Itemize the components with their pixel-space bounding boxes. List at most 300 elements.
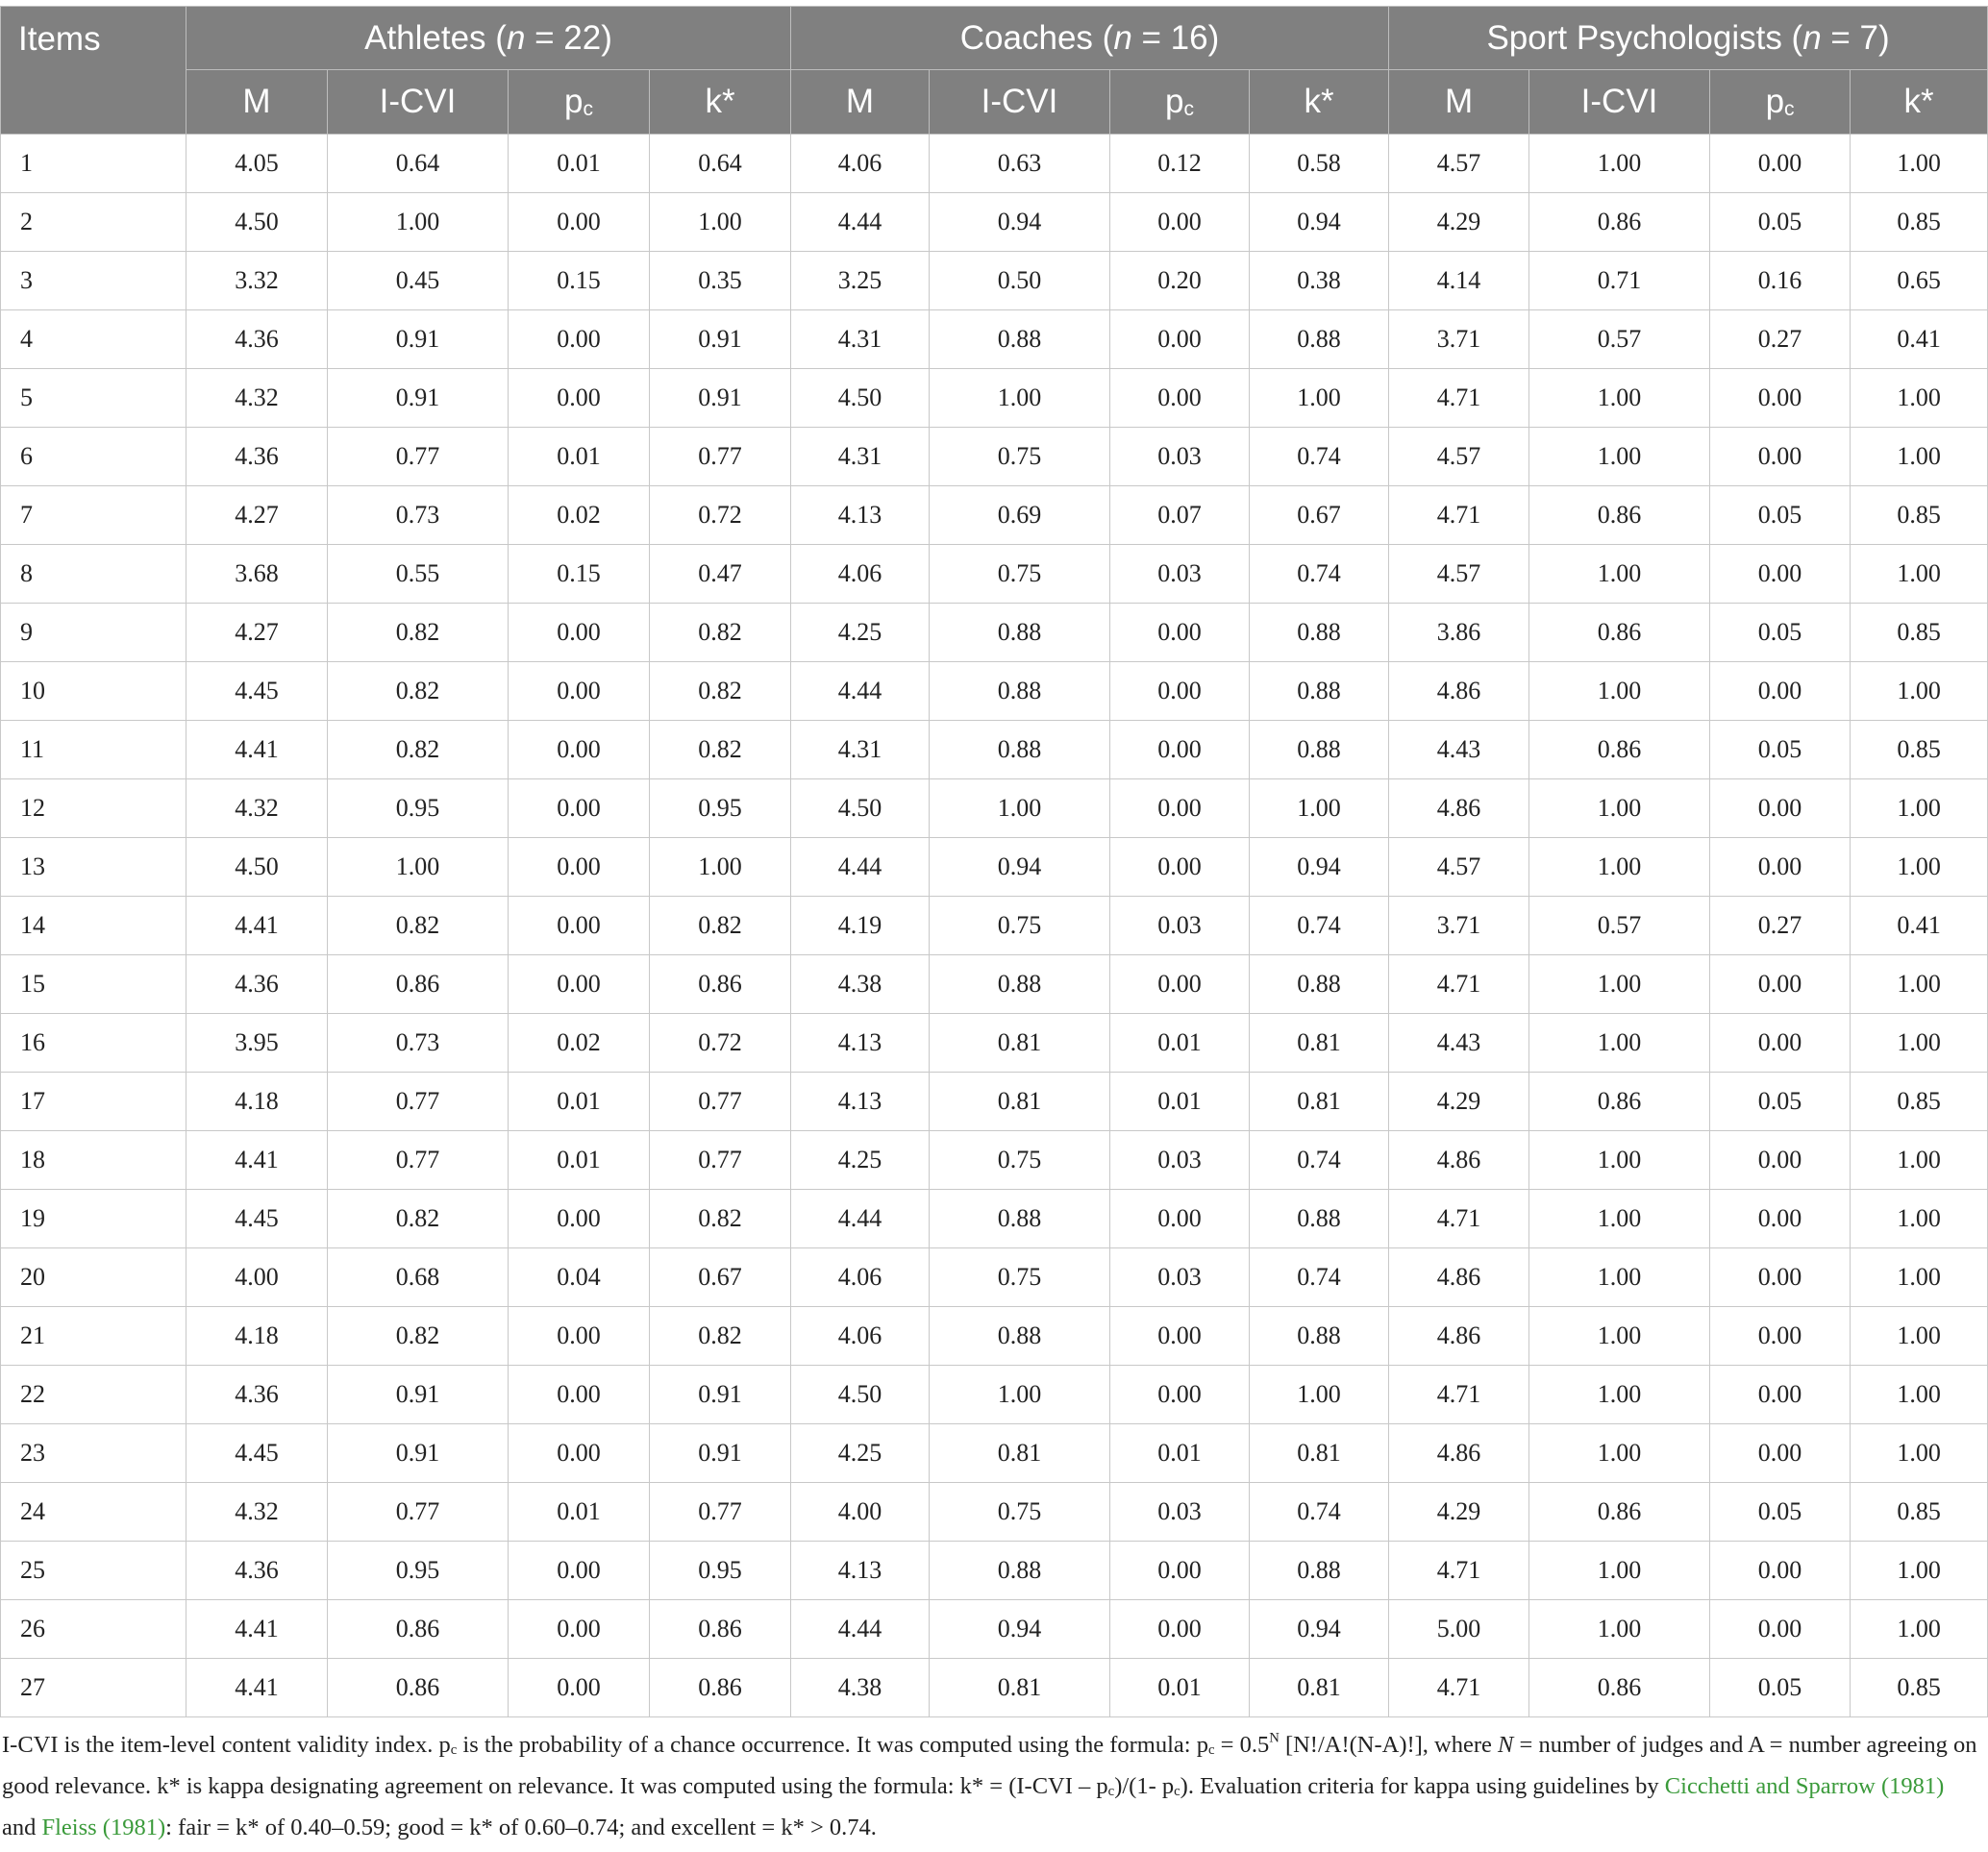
coaches-pc-cell: 0.00: [1110, 1542, 1250, 1600]
psychologists-m-cell: 4.71: [1389, 1542, 1529, 1600]
psychologists-k-cell: 1.00: [1851, 1424, 1988, 1483]
table-row: [1, 1659, 1988, 1717]
psychologists-pc-cell: 0.27: [1710, 897, 1851, 955]
coaches-icvi-cell: 0.88: [930, 1542, 1110, 1600]
athletes-icvi-cell: 0.64: [328, 135, 509, 193]
psychologists-m-cell: 4.43: [1389, 721, 1529, 779]
athletes-k-cell: 0.72: [650, 486, 791, 545]
coaches-k-cell: 0.94: [1250, 193, 1389, 252]
athletes-pc-cell: 0.00: [509, 369, 650, 428]
psychologists-pc-cell: 0.00: [1710, 1190, 1851, 1248]
psychologists-k-header: k*: [1851, 70, 1988, 135]
athletes-k-cell: 0.77: [650, 1131, 791, 1190]
table-row: [1, 1307, 1988, 1366]
athletes-icvi-cell: 0.91: [328, 1424, 509, 1483]
psychologists-m-cell: 4.86: [1389, 1248, 1529, 1307]
psychologists-pc-cell: 0.00: [1710, 545, 1851, 604]
coaches-pc-cell: 0.00: [1110, 1366, 1250, 1424]
psychologists-k-cell: 0.65: [1851, 252, 1988, 310]
psychologists-pc-cell: 0.05: [1710, 486, 1851, 545]
athletes-pc-cell: 0.00: [509, 310, 650, 369]
table-row: [1, 1542, 1988, 1600]
athletes-k-cell: 0.91: [650, 1424, 791, 1483]
item-number-cell: 10: [1, 662, 186, 721]
psychologists-pc-cell: 0.00: [1710, 369, 1851, 428]
coaches-k-cell: 1.00: [1250, 1366, 1389, 1424]
athletes-m-cell: 4.41: [186, 1131, 328, 1190]
athletes-m-header: M: [186, 70, 328, 135]
psychologists-icvi-cell: 1.00: [1529, 1542, 1710, 1600]
coaches-k-cell: 1.00: [1250, 779, 1389, 838]
table-row: [1, 369, 1988, 428]
psychologists-k-cell: 1.00: [1851, 428, 1988, 486]
athletes-k-cell: 0.95: [650, 1542, 791, 1600]
psychologists-icvi-cell: 0.71: [1529, 252, 1710, 310]
table-row: [1, 1073, 1988, 1131]
psychologists-m-cell: 4.86: [1389, 1307, 1529, 1366]
coaches-m-cell: 4.06: [791, 135, 930, 193]
coaches-icvi-cell: 0.75: [930, 1483, 1110, 1542]
psychologists-pc-cell: 0.27: [1710, 310, 1851, 369]
athletes-icvi-cell: 0.86: [328, 1600, 509, 1659]
citation-link-cicchetti-sparrow[interactable]: Cicchetti and Sparrow (1981): [1664, 1773, 1945, 1800]
psychologists-k-cell: 1.00: [1851, 838, 1988, 897]
psychologists-pc-cell: 0.05: [1710, 1659, 1851, 1717]
psychologists-m-header: M: [1389, 70, 1529, 135]
coaches-pc-cell: 0.00: [1110, 721, 1250, 779]
coaches-icvi-cell: 0.88: [930, 310, 1110, 369]
coaches-icvi-cell: 0.75: [930, 897, 1110, 955]
athletes-k-cell: 0.82: [650, 604, 791, 662]
coaches-m-cell: 4.25: [791, 1424, 930, 1483]
table-row: [1, 838, 1988, 897]
athletes-icvi-cell: 0.73: [328, 486, 509, 545]
coaches-m-cell: 4.44: [791, 193, 930, 252]
coaches-pc-cell: 0.00: [1110, 310, 1250, 369]
table-row: [1, 779, 1988, 838]
psychologists-m-cell: 4.71: [1389, 1366, 1529, 1424]
athletes-icvi-cell: 0.77: [328, 428, 509, 486]
coaches-icvi-cell: 0.81: [930, 1424, 1110, 1483]
table-row: [1, 1014, 1988, 1073]
table-row: [1, 545, 1988, 604]
psychologists-m-cell: 4.43: [1389, 1014, 1529, 1073]
athletes-pc-cell: 0.00: [509, 1542, 650, 1600]
athletes-m-cell: 4.36: [186, 310, 328, 369]
coaches-pc-cell: 0.00: [1110, 955, 1250, 1014]
athletes-icvi-cell: 0.91: [328, 1366, 509, 1424]
athletes-m-cell: 4.36: [186, 955, 328, 1014]
coaches-m-cell: 4.13: [791, 1542, 930, 1600]
item-number-cell: 8: [1, 545, 186, 604]
psychologists-m-cell: 4.71: [1389, 369, 1529, 428]
athletes-group-header: Athletes (n = 22): [186, 7, 791, 70]
athletes-pc-cell: 0.01: [509, 1483, 650, 1542]
coaches-m-cell: 4.06: [791, 1248, 930, 1307]
table-body: [1, 135, 1988, 1717]
psychologists-pc-cell: 0.16: [1710, 252, 1851, 310]
coaches-k-cell: 0.74: [1250, 545, 1389, 604]
athletes-k-cell: 0.86: [650, 955, 791, 1014]
coaches-k-cell: 0.74: [1250, 1131, 1389, 1190]
coaches-pc-cell: 0.03: [1110, 428, 1250, 486]
athletes-m-cell: 4.32: [186, 1483, 328, 1542]
athletes-m-cell: 4.50: [186, 193, 328, 252]
psychologists-icvi-cell: 0.86: [1529, 604, 1710, 662]
coaches-pc-cell: 0.00: [1110, 779, 1250, 838]
athletes-icvi-cell: 0.77: [328, 1131, 509, 1190]
item-number-cell: 1: [1, 135, 186, 193]
athletes-m-cell: 4.05: [186, 135, 328, 193]
table-row: [1, 1483, 1988, 1542]
athletes-icvi-cell: 0.77: [328, 1073, 509, 1131]
item-number-cell: 11: [1, 721, 186, 779]
coaches-k-cell: 0.38: [1250, 252, 1389, 310]
item-number-cell: 3: [1, 252, 186, 310]
psychologists-k-cell: 0.85: [1851, 486, 1988, 545]
coaches-icvi-cell: 1.00: [930, 369, 1110, 428]
psychologists-m-cell: 4.71: [1389, 1659, 1529, 1717]
coaches-pc-cell: 0.01: [1110, 1659, 1250, 1717]
psychologists-k-cell: 1.00: [1851, 1542, 1988, 1600]
athletes-k-cell: 0.82: [650, 721, 791, 779]
psychologists-icvi-cell: 0.57: [1529, 310, 1710, 369]
coaches-icvi-cell: 0.75: [930, 545, 1110, 604]
athletes-m-cell: 4.00: [186, 1248, 328, 1307]
athletes-m-cell: 4.50: [186, 838, 328, 897]
item-number-cell: 21: [1, 1307, 186, 1366]
athletes-pc-cell: 0.04: [509, 1248, 650, 1307]
coaches-k-cell: 0.88: [1250, 721, 1389, 779]
item-number-cell: 20: [1, 1248, 186, 1307]
item-number-cell: 15: [1, 955, 186, 1014]
psychologists-k-cell: 0.85: [1851, 1659, 1988, 1717]
psychologists-m-cell: 4.57: [1389, 135, 1529, 193]
psychologists-m-cell: 4.86: [1389, 779, 1529, 838]
psychologists-k-cell: 1.00: [1851, 1190, 1988, 1248]
item-number-cell: 22: [1, 1366, 186, 1424]
athletes-pc-cell: 0.00: [509, 1424, 650, 1483]
athletes-m-cell: 4.41: [186, 1600, 328, 1659]
psychologists-m-cell: 4.71: [1389, 486, 1529, 545]
coaches-icvi-cell: 0.75: [930, 1248, 1110, 1307]
psychologists-pc-cell: 0.00: [1710, 955, 1851, 1014]
psychologists-icvi-cell: 1.00: [1529, 1424, 1710, 1483]
psychologists-k-cell: 1.00: [1851, 1307, 1988, 1366]
psychologists-m-cell: 4.71: [1389, 955, 1529, 1014]
athletes-m-cell: 4.32: [186, 369, 328, 428]
table-row: [1, 193, 1988, 252]
psychologists-k-cell: 1.00: [1851, 955, 1988, 1014]
coaches-m-cell: 4.31: [791, 721, 930, 779]
psychologists-pc-cell: 0.05: [1710, 193, 1851, 252]
table-row: [1, 1366, 1988, 1424]
athletes-k-cell: 0.64: [650, 135, 791, 193]
psychologists-k-cell: 1.00: [1851, 779, 1988, 838]
psychologists-pc-cell: 0.00: [1710, 662, 1851, 721]
coaches-icvi-cell: 0.81: [930, 1014, 1110, 1073]
psychologists-k-cell: 1.00: [1851, 1366, 1988, 1424]
coaches-m-cell: 3.25: [791, 252, 930, 310]
item-number-cell: 12: [1, 779, 186, 838]
athletes-m-cell: 4.45: [186, 1424, 328, 1483]
athletes-k-cell: 0.95: [650, 779, 791, 838]
coaches-icvi-cell: 0.81: [930, 1659, 1110, 1717]
psychologists-m-cell: 4.57: [1389, 545, 1529, 604]
athletes-m-cell: 4.41: [186, 721, 328, 779]
psychologists-icvi-cell: 0.86: [1529, 1483, 1710, 1542]
coaches-m-cell: 4.13: [791, 1014, 930, 1073]
psychologists-m-cell: 4.29: [1389, 1073, 1529, 1131]
psychologists-k-cell: 1.00: [1851, 135, 1988, 193]
psychologists-m-cell: 4.86: [1389, 662, 1529, 721]
coaches-k-cell: 0.74: [1250, 897, 1389, 955]
item-number-cell: 24: [1, 1483, 186, 1542]
coaches-m-cell: 4.06: [791, 1307, 930, 1366]
coaches-icvi-cell: 0.69: [930, 486, 1110, 545]
athletes-k-cell: 0.82: [650, 1190, 791, 1248]
coaches-m-cell: 4.19: [791, 897, 930, 955]
coaches-k-cell: 0.94: [1250, 1600, 1389, 1659]
athletes-icvi-cell: 0.82: [328, 604, 509, 662]
coaches-k-cell: 0.81: [1250, 1424, 1389, 1483]
table-row: [1, 1131, 1988, 1190]
psychologists-k-cell: 1.00: [1851, 369, 1988, 428]
athletes-icvi-cell: 0.68: [328, 1248, 509, 1307]
athletes-icvi-cell: 1.00: [328, 193, 509, 252]
athletes-pc-cell: 0.01: [509, 1073, 650, 1131]
coaches-m-cell: 4.13: [791, 486, 930, 545]
table-row: [1, 1248, 1988, 1307]
athletes-m-cell: 4.27: [186, 486, 328, 545]
psychologists-icvi-cell: 1.00: [1529, 1600, 1710, 1659]
psychologists-icvi-cell: 1.00: [1529, 1014, 1710, 1073]
athletes-pc-cell: 0.00: [509, 1600, 650, 1659]
coaches-group-header: Coaches (n = 16): [791, 7, 1389, 70]
psychologists-m-cell: 3.71: [1389, 897, 1529, 955]
athletes-icvi-cell: 0.86: [328, 955, 509, 1014]
coaches-icvi-cell: 0.94: [930, 193, 1110, 252]
athletes-pc-cell: 0.02: [509, 1014, 650, 1073]
psychologists-pc-cell: 0.00: [1710, 1131, 1851, 1190]
psychologists-pc-cell: 0.05: [1710, 1483, 1851, 1542]
coaches-pc-cell: 0.03: [1110, 1483, 1250, 1542]
item-number-cell: 6: [1, 428, 186, 486]
coaches-k-cell: 0.88: [1250, 1190, 1389, 1248]
psychologists-k-cell: 1.00: [1851, 662, 1988, 721]
athletes-icvi-cell: 0.82: [328, 1190, 509, 1248]
coaches-m-header: M: [791, 70, 930, 135]
psychologists-m-cell: 4.29: [1389, 193, 1529, 252]
athletes-k-cell: 0.77: [650, 1483, 791, 1542]
coaches-k-cell: 0.88: [1250, 1542, 1389, 1600]
psychologists-icvi-cell: 1.00: [1529, 1248, 1710, 1307]
psychologists-icvi-header: I-CVI: [1529, 70, 1710, 135]
coaches-icvi-cell: 0.88: [930, 1307, 1110, 1366]
athletes-m-cell: 4.41: [186, 1659, 328, 1717]
coaches-pc-cell: 0.03: [1110, 545, 1250, 604]
athletes-icvi-cell: 0.45: [328, 252, 509, 310]
coaches-k-cell: 0.88: [1250, 1307, 1389, 1366]
coaches-icvi-cell: 0.94: [930, 838, 1110, 897]
item-number-cell: 25: [1, 1542, 186, 1600]
coaches-k-cell: 0.74: [1250, 1483, 1389, 1542]
athletes-k-cell: 0.82: [650, 662, 791, 721]
athletes-m-cell: 4.27: [186, 604, 328, 662]
coaches-m-cell: 4.25: [791, 604, 930, 662]
coaches-k-cell: 0.74: [1250, 428, 1389, 486]
coaches-icvi-header: I-CVI: [930, 70, 1110, 135]
psychologists-icvi-cell: 1.00: [1529, 545, 1710, 604]
athletes-pc-cell: 0.00: [509, 1307, 650, 1366]
psychologists-pc-header: $p_c$: [1710, 70, 1851, 135]
psychologists-icvi-cell: 0.86: [1529, 1659, 1710, 1717]
table-row: [1, 604, 1988, 662]
subheader-row: [1, 70, 1988, 135]
athletes-pc-cell: 0.00: [509, 193, 650, 252]
athletes-pc-cell: 0.00: [509, 604, 650, 662]
athletes-icvi-cell: 0.82: [328, 721, 509, 779]
coaches-icvi-cell: 0.50: [930, 252, 1110, 310]
item-number-cell: 27: [1, 1659, 186, 1717]
athletes-k-cell: 0.86: [650, 1659, 791, 1717]
coaches-icvi-cell: 1.00: [930, 1366, 1110, 1424]
psychologists-m-cell: 4.57: [1389, 428, 1529, 486]
coaches-m-cell: 4.38: [791, 955, 930, 1014]
athletes-icvi-cell: 0.82: [328, 662, 509, 721]
psychologists-icvi-cell: 1.00: [1529, 369, 1710, 428]
athletes-m-cell: 4.45: [186, 662, 328, 721]
coaches-m-cell: 4.44: [791, 662, 930, 721]
athletes-icvi-cell: 1.00: [328, 838, 509, 897]
psychologists-pc-cell: 0.00: [1710, 428, 1851, 486]
psychologists-icvi-cell: 1.00: [1529, 1307, 1710, 1366]
coaches-m-cell: 4.50: [791, 369, 930, 428]
coaches-m-cell: 4.13: [791, 1073, 930, 1131]
coaches-icvi-cell: 0.75: [930, 1131, 1110, 1190]
coaches-pc-cell: 0.03: [1110, 897, 1250, 955]
athletes-pc-cell: 0.00: [509, 897, 650, 955]
athletes-icvi-header: I-CVI: [328, 70, 509, 135]
athletes-pc-cell: 0.01: [509, 428, 650, 486]
item-number-cell: 9: [1, 604, 186, 662]
psychologists-k-cell: 0.85: [1851, 721, 1988, 779]
athletes-icvi-cell: 0.82: [328, 897, 509, 955]
psychologists-icvi-cell: 1.00: [1529, 1366, 1710, 1424]
athletes-m-cell: 4.36: [186, 1366, 328, 1424]
table-row: [1, 1190, 1988, 1248]
psychologists-k-cell: 0.41: [1851, 310, 1988, 369]
citation-link-fleiss[interactable]: Fleiss (1981): [41, 1815, 166, 1841]
coaches-icvi-cell: 0.88: [930, 721, 1110, 779]
athletes-pc-cell: 0.00: [509, 1190, 650, 1248]
athletes-pc-cell: 0.00: [509, 662, 650, 721]
athletes-pc-cell: 0.01: [509, 135, 650, 193]
psychologists-pc-cell: 0.05: [1710, 1073, 1851, 1131]
psychologists-m-cell: 4.29: [1389, 1483, 1529, 1542]
item-number-cell: 26: [1, 1600, 186, 1659]
coaches-icvi-cell: 0.88: [930, 955, 1110, 1014]
athletes-k-header: k*: [650, 70, 791, 135]
coaches-k-cell: 0.81: [1250, 1014, 1389, 1073]
coaches-icvi-cell: 1.00: [930, 779, 1110, 838]
coaches-pc-cell: 0.03: [1110, 1248, 1250, 1307]
athletes-icvi-cell: 0.86: [328, 1659, 509, 1717]
athletes-m-cell: 3.95: [186, 1014, 328, 1073]
table-row: [1, 662, 1988, 721]
items-column-header: Items: [1, 7, 186, 135]
psychologists-icvi-cell: 0.86: [1529, 1073, 1710, 1131]
table-row: [1, 135, 1988, 193]
coaches-k-cell: 0.88: [1250, 604, 1389, 662]
athletes-pc-cell: 0.00: [509, 1659, 650, 1717]
psychologists-icvi-cell: 1.00: [1529, 428, 1710, 486]
table-row: [1, 721, 1988, 779]
coaches-m-cell: 4.44: [791, 1190, 930, 1248]
coaches-icvi-cell: 0.75: [930, 428, 1110, 486]
coaches-k-cell: 1.00: [1250, 369, 1389, 428]
table-container: [0, 6, 1988, 1845]
table-row: [1, 310, 1988, 369]
item-number-cell: 16: [1, 1014, 186, 1073]
psychologists-pc-cell: 0.00: [1710, 1366, 1851, 1424]
athletes-k-cell: 0.91: [650, 310, 791, 369]
table-row: [1, 428, 1988, 486]
psychologists-k-cell: 1.00: [1851, 1600, 1988, 1659]
psychologists-icvi-cell: 1.00: [1529, 779, 1710, 838]
coaches-pc-cell: 0.00: [1110, 193, 1250, 252]
athletes-k-cell: 0.91: [650, 1366, 791, 1424]
coaches-m-cell: 4.06: [791, 545, 930, 604]
psychologists-pc-cell: 0.00: [1710, 135, 1851, 193]
athletes-pc-cell: 0.01: [509, 1131, 650, 1190]
item-number-cell: 19: [1, 1190, 186, 1248]
coaches-m-cell: 4.50: [791, 779, 930, 838]
psychologists-pc-cell: 0.00: [1710, 1600, 1851, 1659]
coaches-m-cell: 4.44: [791, 1600, 930, 1659]
item-number-cell: 13: [1, 838, 186, 897]
athletes-k-cell: 0.67: [650, 1248, 791, 1307]
athletes-pc-cell: 0.00: [509, 1366, 650, 1424]
athletes-pc-cell: 0.00: [509, 955, 650, 1014]
coaches-m-cell: 4.31: [791, 428, 930, 486]
coaches-pc-cell: 0.01: [1110, 1014, 1250, 1073]
item-number-cell: 5: [1, 369, 186, 428]
coaches-icvi-cell: 0.94: [930, 1600, 1110, 1659]
item-number-cell: 23: [1, 1424, 186, 1483]
psychologists-pc-cell: 0.00: [1710, 1307, 1851, 1366]
item-number-cell: 14: [1, 897, 186, 955]
table-row: [1, 1600, 1988, 1659]
athletes-pc-cell: 0.00: [509, 838, 650, 897]
psychologists-k-cell: 0.41: [1851, 897, 1988, 955]
coaches-k-cell: 0.67: [1250, 486, 1389, 545]
coaches-m-cell: 4.50: [791, 1366, 930, 1424]
athletes-m-cell: 4.41: [186, 897, 328, 955]
psychologists-pc-cell: 0.05: [1710, 721, 1851, 779]
table-row: [1, 486, 1988, 545]
coaches-m-cell: 4.38: [791, 1659, 930, 1717]
coaches-m-cell: 4.25: [791, 1131, 930, 1190]
coaches-pc-cell: 0.00: [1110, 369, 1250, 428]
athletes-m-cell: 4.45: [186, 1190, 328, 1248]
psychologists-icvi-cell: 1.00: [1529, 1190, 1710, 1248]
psychologists-m-cell: 4.14: [1389, 252, 1529, 310]
coaches-pc-cell: 0.00: [1110, 838, 1250, 897]
athletes-m-cell: 4.18: [186, 1073, 328, 1131]
coaches-k-cell: 0.81: [1250, 1073, 1389, 1131]
coaches-icvi-cell: 0.81: [930, 1073, 1110, 1131]
